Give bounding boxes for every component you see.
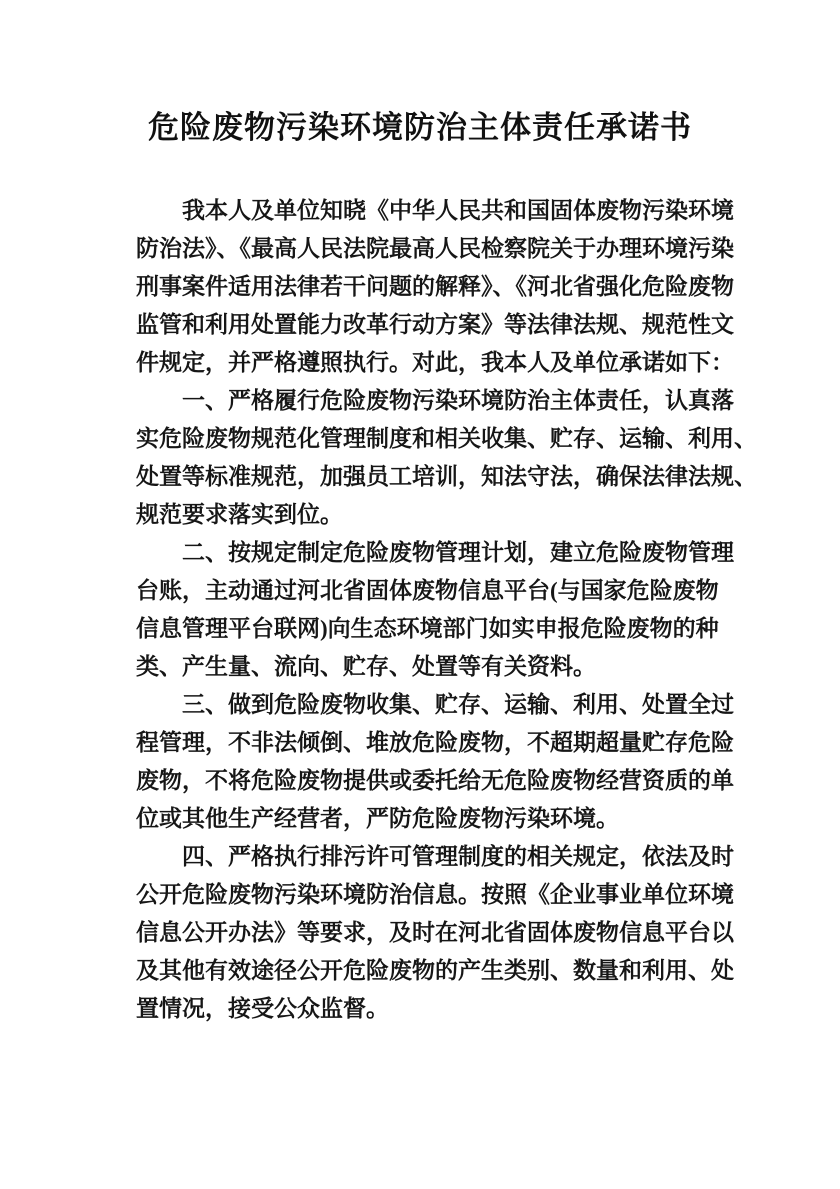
- text-line: 信息公开办法》等要求，及时在河北省固体废物信息平台以: [136, 920, 734, 945]
- text-line: 件规定，并严格遵照执行。对此，我本人及单位承诺如下：: [136, 350, 734, 375]
- text-line: 处置等标准规范，加强员工培训，知法守法，确保法律法规、: [136, 464, 757, 489]
- text-line: 台账，主动通过河北省固体废物信息平台(与国家危险废物: [136, 578, 719, 603]
- text-line: 四、严格执行排污许可管理制度的相关规定，依法及时: [182, 844, 734, 869]
- text-line: 程管理，不非法倾倒、堆放危险废物，不超期超量贮存危险: [136, 730, 734, 755]
- text-line: 置情况，接受公众监督。: [136, 996, 389, 1021]
- text-line: 三、做到危险废物收集、贮存、运输、利用、处置全过: [182, 692, 734, 717]
- text-line: 信息管理平台联网)向生态环境部门如实申报危险废物的种: [136, 616, 719, 641]
- text-line: 监管和利用处置能力改革行动方案》等法律法规、规范性文: [136, 312, 734, 337]
- document-body: [0, 192, 840, 1028]
- paragraph-item-3: [136, 686, 734, 838]
- text-line: 及其他有效途径公开危险废物的产生类别、数量和利用、处: [136, 958, 734, 983]
- text-line: 公开危险废物污染环境防治信息。按照《企业事业单位环境: [136, 882, 734, 907]
- text-line: 二、按规定制定危险废物管理计划，建立危险废物管理: [182, 540, 734, 565]
- paragraph-item-2: [136, 534, 734, 686]
- paragraph-intro: [136, 192, 734, 382]
- paragraph-item-4: [136, 838, 734, 1028]
- text-line: 我本人及单位知晓《中华人民共和国固体废物污染环境: [182, 198, 734, 223]
- text-line: 一、严格履行危险废物污染环境防治主体责任，认真落: [182, 388, 734, 413]
- text-line: 规范要求落实到位。: [136, 502, 343, 527]
- text-line: 刑事案件适用法律若干问题的解释》、《河北省强化危险废物: [136, 274, 734, 299]
- document-title: 危险废物污染环境防治主体责任承诺书: [148, 110, 692, 145]
- text-line: 防治法》、《最高人民法院最高人民检察院关于办理环境污染: [136, 236, 734, 261]
- text-line: 废物，不将危险废物提供或委托给无危险废物经营资质的单: [136, 768, 734, 793]
- paragraph-item-1: [136, 382, 757, 534]
- text-line: 类、产生量、流向、贮存、处置等有关资料。: [136, 654, 596, 679]
- text-line: 实危险废物规范化管理制度和相关收集、贮存、运输、利用、: [136, 426, 757, 451]
- text-line: 位或其他生产经营者，严防危险废物污染环境。: [136, 806, 619, 831]
